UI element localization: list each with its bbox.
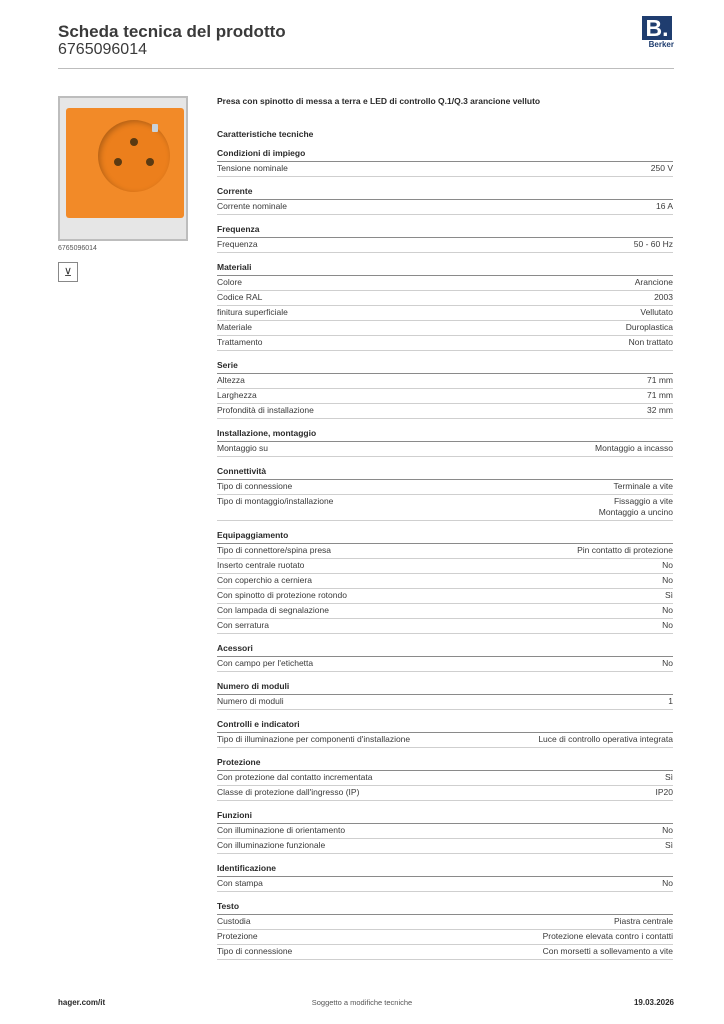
- spec-row: [217, 495, 673, 521]
- spec-value: No: [662, 825, 673, 835]
- spec-value: Protezione elevata contro i contatti: [542, 931, 673, 941]
- spec-label: Numero di moduli: [217, 696, 284, 706]
- spec-section: [217, 757, 673, 801]
- spec-row: [217, 404, 673, 419]
- spec-value: Luce di controllo operativa integrata: [538, 734, 673, 744]
- spec-value: 50 - 60 Hz: [633, 239, 673, 249]
- spec-label: Classe di protezione dall'ingresso (IP): [217, 787, 360, 797]
- footer-website[interactable]: hager.com/it: [58, 998, 106, 1007]
- spec-section-title: Funzioni: [217, 810, 673, 824]
- spec-row: [217, 824, 673, 839]
- spec-label: Con illuminazione di orientamento: [217, 825, 346, 835]
- logo-brand-name: Berker: [648, 40, 674, 49]
- spec-section: [217, 530, 673, 634]
- spec-section: [217, 719, 673, 748]
- document-title: Scheda tecnica del prodotto: [58, 22, 286, 41]
- spec-row: [217, 930, 673, 945]
- berker-logo: [640, 16, 674, 50]
- spec-value: 16 A: [655, 201, 673, 211]
- spec-row: [217, 389, 673, 404]
- spec-label: Con coperchio a cerniera: [217, 575, 312, 585]
- spec-label: Protezione: [217, 931, 258, 941]
- socket-hole-right: [146, 158, 154, 166]
- footer-disclaimer: Soggetto a modifiche tecniche: [311, 998, 413, 1007]
- socket-recess: [98, 120, 170, 192]
- spec-label: Altezza: [217, 375, 245, 385]
- spec-row: [217, 771, 673, 786]
- spec-row: [217, 162, 673, 177]
- spec-value: 250 V: [650, 163, 673, 173]
- spec-value: Non trattato: [628, 337, 673, 347]
- spec-section-title: Condizioni di impiego: [217, 148, 673, 162]
- spec-section-title: Frequenza: [217, 224, 673, 238]
- spec-section: [217, 643, 673, 672]
- spec-label: Trattamento: [217, 337, 263, 347]
- spec-label: Materiale: [217, 322, 252, 332]
- spec-row: [217, 480, 673, 495]
- spec-value: No: [662, 878, 673, 888]
- spec-section-title: Corrente: [217, 186, 673, 200]
- spec-section-title: Controlli e indicatori: [217, 719, 673, 733]
- header-divider: [58, 68, 674, 69]
- spec-section: [217, 863, 673, 892]
- spec-section: [217, 262, 673, 351]
- spec-value: 32 mm: [647, 405, 673, 415]
- spec-row: [217, 786, 673, 801]
- spec-value: Vellutato: [640, 307, 673, 317]
- socket-hole-left: [114, 158, 122, 166]
- spec-section-title: Testo: [217, 901, 673, 915]
- spec-section: [217, 360, 673, 419]
- spec-value: No: [662, 620, 673, 630]
- spec-label: Codice RAL: [217, 292, 263, 302]
- specs-column: [217, 96, 673, 969]
- spec-value: Pin contatto di protezione: [577, 545, 673, 555]
- spec-section: [217, 466, 673, 521]
- spec-row: [217, 200, 673, 215]
- spec-value: 71 mm: [647, 375, 673, 385]
- tech-specs-heading: Caratteristiche tecniche: [217, 129, 314, 139]
- logo-letter: B.: [642, 16, 672, 40]
- spec-row: [217, 657, 673, 672]
- spec-section-title: Identificazione: [217, 863, 673, 877]
- spec-label: Tipo di connessione: [217, 481, 293, 491]
- spec-label: Con lampada di segnalazione: [217, 605, 329, 615]
- spec-value: No: [662, 575, 673, 585]
- spec-value: Duroplastica: [625, 322, 673, 332]
- spec-row: [217, 945, 673, 960]
- spec-row: [217, 839, 673, 854]
- spec-value: Sì: [664, 772, 673, 782]
- spec-label: Montaggio su: [217, 443, 269, 453]
- spec-label: Profondità di installazione: [217, 405, 314, 415]
- product-image-column: [58, 96, 188, 282]
- spec-section-title: Connettività: [217, 466, 673, 480]
- document-header: [58, 15, 674, 68]
- spec-label: Custodia: [217, 916, 251, 926]
- spec-sections: [217, 148, 673, 960]
- spec-label: Tipo di illuminazione per componenti d'installazione: [217, 734, 411, 744]
- product-image: [58, 96, 188, 241]
- spec-row: [217, 604, 673, 619]
- spec-value: Sì: [664, 590, 673, 600]
- spec-label: finitura superficiale: [217, 307, 288, 317]
- spec-row: [217, 321, 673, 336]
- spec-value: 71 mm: [647, 390, 673, 400]
- spec-row: [217, 374, 673, 389]
- image-product-code: 6765096014: [58, 245, 97, 252]
- spec-row: [217, 877, 673, 892]
- spec-section-title: Equipaggiamento: [217, 530, 673, 544]
- spec-row: [217, 442, 673, 457]
- spec-label: Larghezza: [217, 390, 257, 400]
- spec-label: Con spinotto di protezione rotondo: [217, 590, 347, 600]
- spec-label: Frequenza: [217, 239, 258, 249]
- spec-value: No: [662, 560, 673, 570]
- spec-label: Con campo per l'etichetta: [217, 658, 314, 668]
- footer-date: 19.03.2026: [633, 998, 674, 1007]
- spec-label: Tipo di connessione: [217, 946, 293, 956]
- spec-label: Con serratura: [217, 620, 269, 630]
- spec-section-title: Serie: [217, 360, 673, 374]
- spec-section-title: Acessori: [217, 643, 673, 657]
- spec-value: IP20: [655, 787, 673, 797]
- spec-value: Montaggio a incasso: [595, 443, 673, 453]
- spec-section: [217, 148, 673, 177]
- spec-row: [217, 291, 673, 306]
- spec-section-title: Protezione: [217, 757, 673, 771]
- spec-label: Colore: [217, 277, 243, 287]
- spec-row: [217, 238, 673, 253]
- spec-label: Inserto centrale ruotato: [217, 560, 305, 570]
- spec-row: [217, 574, 673, 589]
- spec-row: [217, 619, 673, 634]
- spec-section-title: Numero di moduli: [217, 681, 673, 695]
- spec-row: [217, 306, 673, 321]
- spec-row: [217, 544, 673, 559]
- spec-section: [217, 428, 673, 457]
- control-led: [152, 124, 158, 132]
- spec-label: Con illuminazione funzionale: [217, 840, 326, 850]
- spec-row: [217, 559, 673, 574]
- spec-section-title: Materiali: [217, 262, 673, 276]
- spec-value: Arancione: [634, 277, 673, 287]
- spec-section-title: Installazione, montaggio: [217, 428, 673, 442]
- spec-value: No: [662, 658, 673, 668]
- spec-row: [217, 733, 673, 748]
- spec-value: Terminale a vite: [613, 481, 673, 491]
- spec-row: [217, 695, 673, 710]
- spec-row: [217, 915, 673, 930]
- spec-value: Piastra centrale: [613, 916, 673, 926]
- spec-section: [217, 224, 673, 253]
- spec-row: [217, 336, 673, 351]
- spec-section: [217, 681, 673, 710]
- spec-section: [217, 186, 673, 215]
- spec-label: Con stampa: [217, 878, 263, 888]
- spec-value: Sì: [664, 840, 673, 850]
- spec-row: [217, 589, 673, 604]
- spec-value: Fissaggio a vite Montaggio a uncino: [598, 496, 673, 517]
- spec-row: [217, 276, 673, 291]
- spec-value: No: [662, 605, 673, 615]
- product-code: 6765096014: [58, 41, 147, 58]
- spec-label: Tipo di montaggio/installazione: [217, 496, 334, 506]
- spec-section: [217, 810, 673, 854]
- spec-label: Con protezione dal contatto incrementata: [217, 772, 373, 782]
- spec-value: 2003: [654, 292, 673, 302]
- spec-label: Tipo di connettore/spina presa: [217, 545, 332, 555]
- earth-pin: [130, 138, 138, 146]
- certification-icon: ⊻: [58, 262, 78, 282]
- spec-label: Corrente nominale: [217, 201, 287, 211]
- spec-section: [217, 901, 673, 960]
- product-description: Presa con spinotto di messa a terra e LED di controllo Q.1/Q.3 arancione velluto: [217, 96, 541, 106]
- spec-value: 1: [668, 696, 673, 706]
- spec-value: Con morsetti a sollevamento a vite: [542, 946, 673, 956]
- spec-label: Tensione nominale: [217, 163, 288, 173]
